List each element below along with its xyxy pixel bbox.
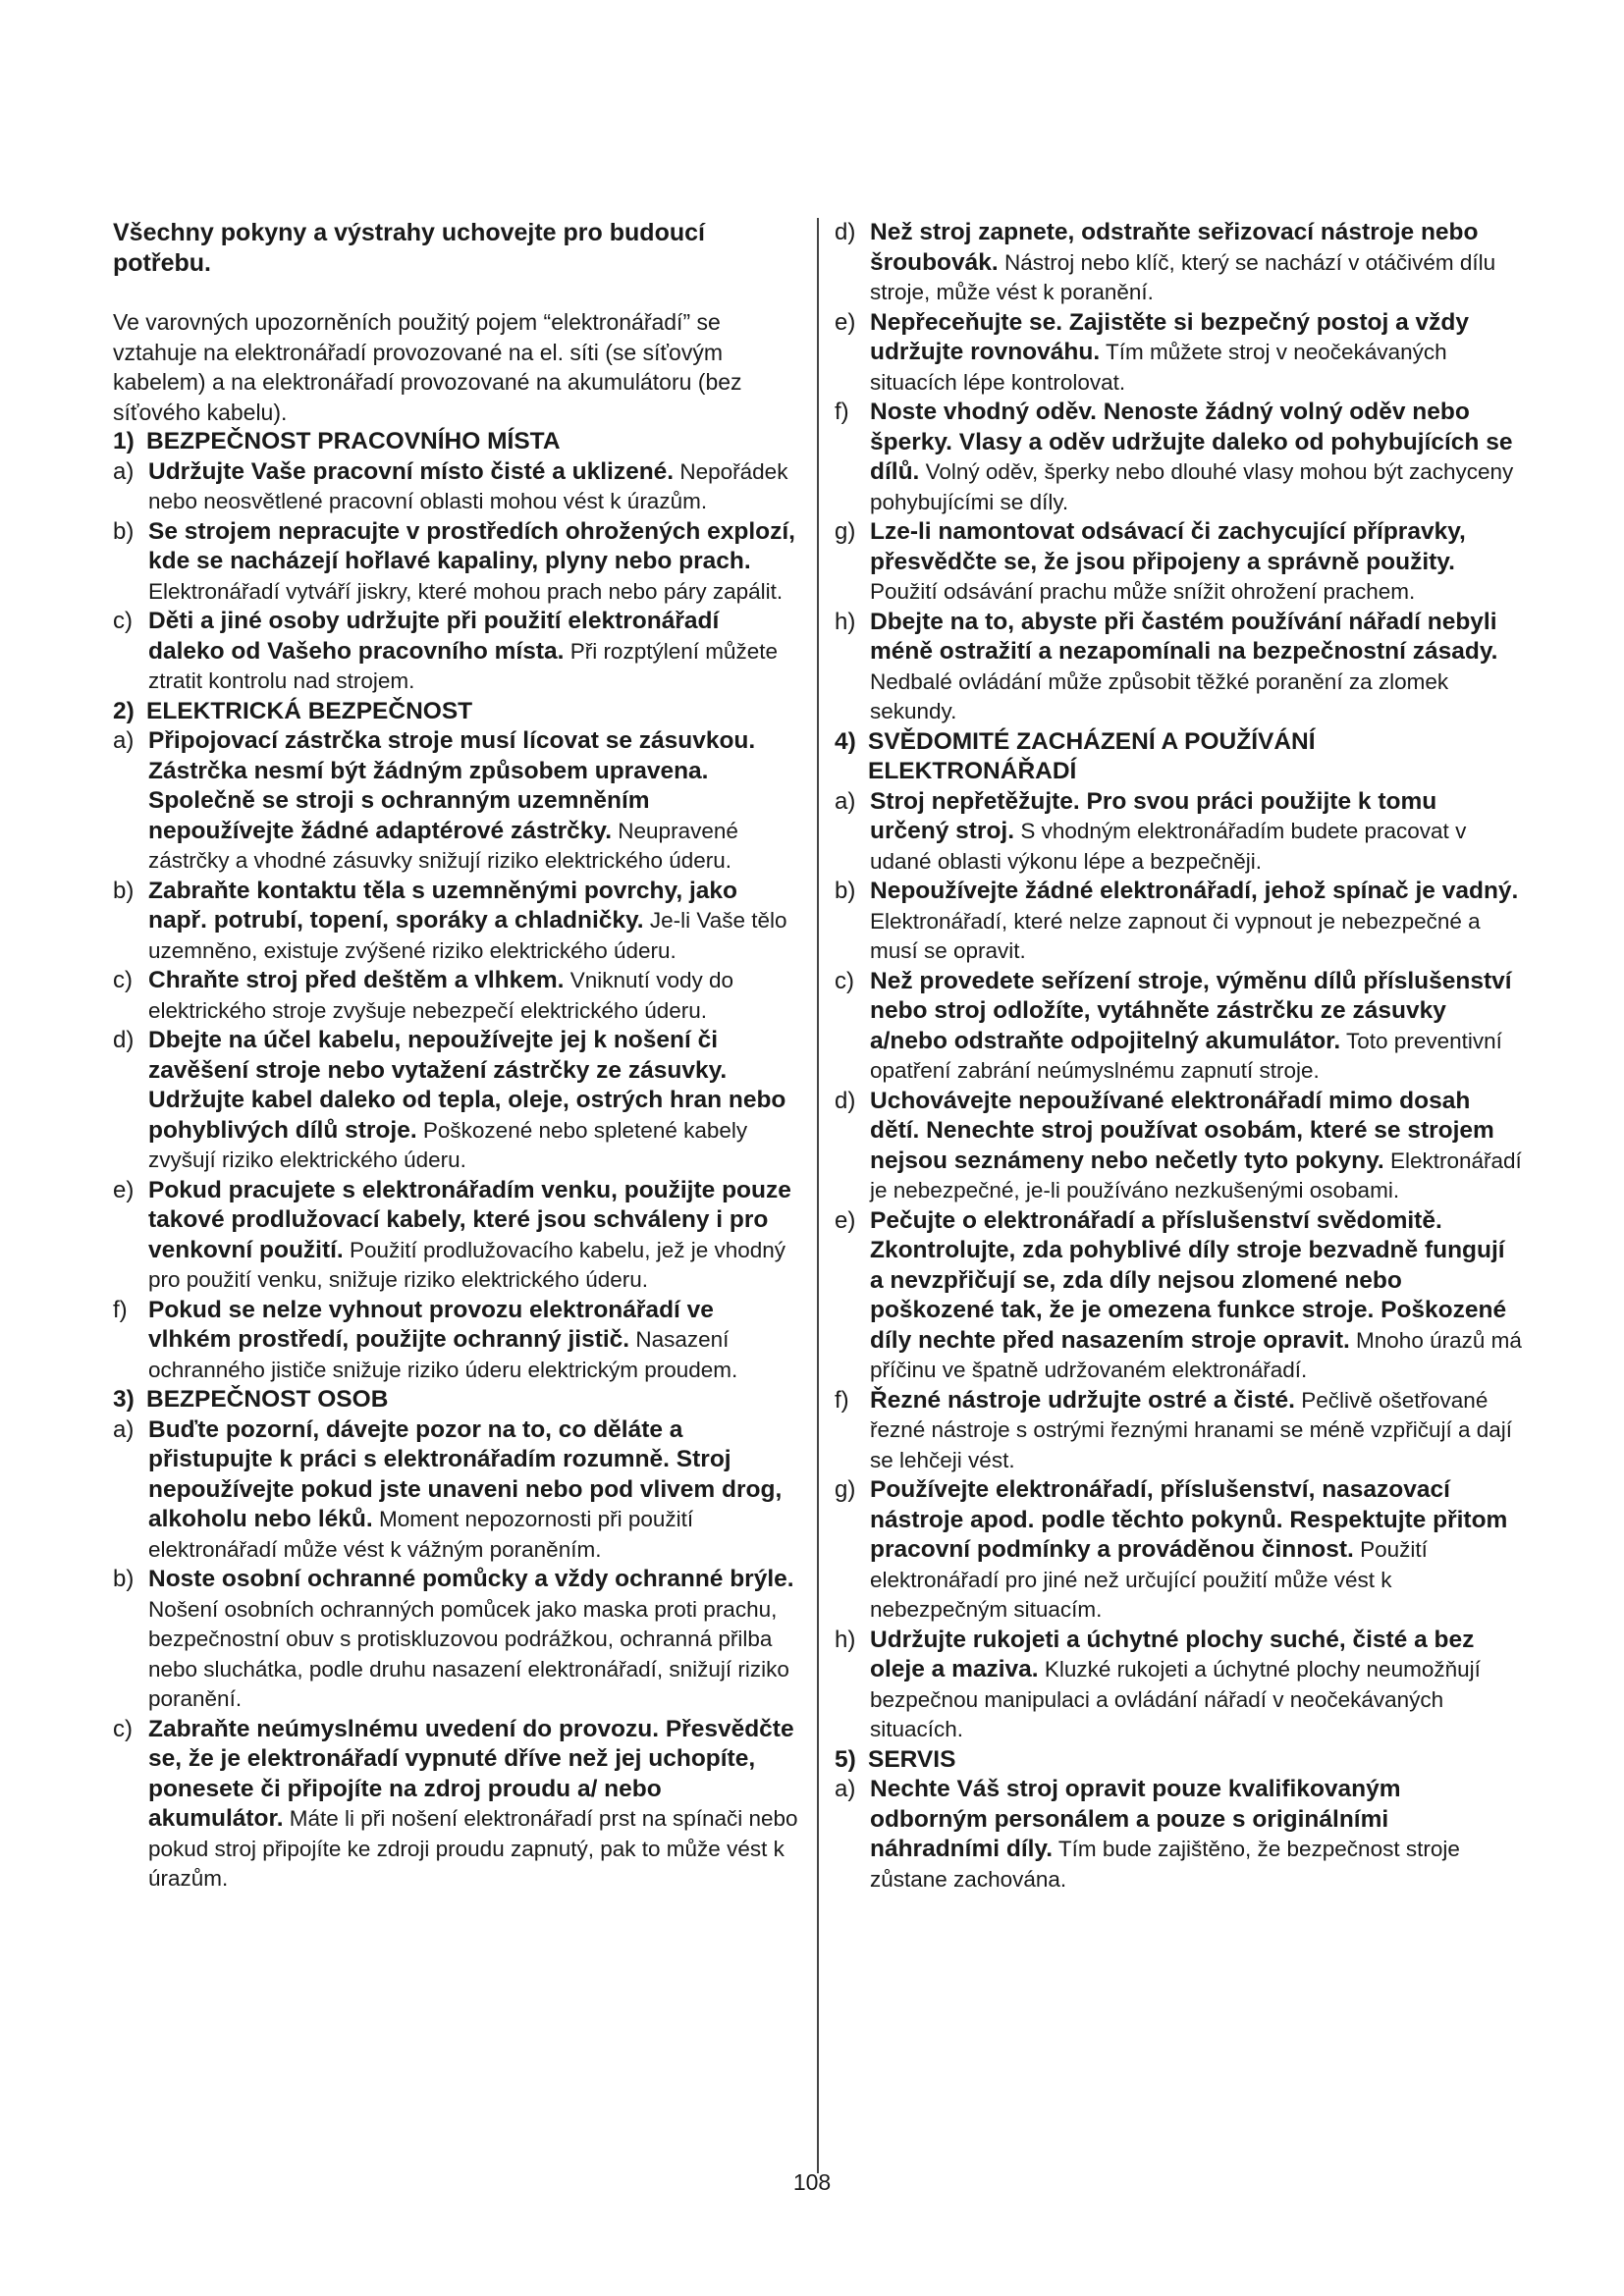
list-item: b) Nepoužívejte žádné elektronářadí, jehož spínač je vadný. Elektronářadí, které nelze zapnout či vypnout je nebezpečné a musí se opravit. — [835, 878, 1519, 963]
list-item: a) Buďte pozorní, dávejte pozor na to, co děláte a přistupujte k práci s elektronářadím rozumně. Stroj nepoužívejte pokud jste unaveni nebo pod vlivem drog, alkoholu nebo léků. Moment nepozornosti při použití elektronářadí může vést k vážným poraněním. — [113, 1415, 783, 1562]
list-item: e) Pečujte o elektronářadí a příslušenství svědomitě. Zkontrolujte, zda pohyblivé díly stroje bezvadně fungují a nevzpřičují se, zda díly nejsou zlomené nebo poškozené tak, že je omezena funkce stroje. Poškozené díly nechte před nasazením stroje opravit. Mnoho úrazů má příčinu ve špatně udržovaném elektronářadí. — [835, 1206, 1522, 1382]
left-column — [113, 218, 800, 1895]
column-divider — [817, 218, 819, 2173]
list-item: f) Noste vhodný oděv. Nenoste žádný volný oděv nebo šperky. Vlasy a oděv udržujte daleko od pohybujících se dílů. Volný oděv, šperky nebo dlouhé vlasy mohou být zachyceny pohybujícími se díly. — [835, 399, 1514, 514]
section-heading: 3) BEZPEČNOST OSOB — [113, 1386, 389, 1413]
section-heading: 2) ELEKTRICKÁ BEZPEČNOST — [113, 697, 473, 724]
list-item: b) Zabraňte kontaktu těla s uzemněnými povrchy, jako např. potrubí, topení, sporáky a chladničky. Je-li Vaše tělo uzemněno, existuje zvýšené riziko elektrického úderu. — [113, 877, 787, 963]
list-item: f) Pokud se nelze vyhnout provozu elektronářadí ve vlhkém prostředí, použijte ochranný jistič. Nasazení ochranného jističe snižuje riziko úderu elektrickým proudem. — [113, 1296, 738, 1382]
intro-heading: Všechny pokyny a výstrahy uchovejte pro budoucí potřebu. — [113, 219, 705, 277]
section-electrical-safety — [113, 697, 800, 1386]
section-work-area — [113, 427, 800, 697]
section-personal-safety — [113, 1385, 800, 1895]
section-heading: 4) SVĚDOMITÉ ZACHÁZENÍ A POUŽÍVÁNÍ ELEKTRONÁŘADÍ — [835, 727, 1316, 784]
list-item: a) Stroj nepřetěžujte. Pro svou práci použijte k tomu určený stroj. S vhodným elektronářadím budete pracovat v udané oblasti výkonu lépe a bezpečněji. — [835, 787, 1467, 874]
list-item: g) Lze-li namontovat odsávací či zachycující přípravky, přesvědčte se, že jsou připojeny a správně použity. Použití odsávání prachu může snížit ohrožení prachem. — [835, 518, 1466, 604]
page-number: 108 — [792, 2169, 832, 2195]
list-item: a) Nechte Váš stroj opravit pouze kvalifikovaným odborným personálem a pouze s originálními náhradními díly. Tím bude zajištěno, že bezpečnost stroje zůstane zachována. — [835, 1776, 1460, 1892]
section-heading: 1) BEZPEČNOST PRACOVNÍHO MÍSTA — [113, 428, 561, 454]
intro-paragraph: Ve varovných upozorněních použitý pojem “elektronářadí” se vztahuje na elektronářadí provozované na el. síti (se síťovým kabelem) a na elektronářadí provozované na akumulátoru (bez síťového kabelu). — [113, 309, 742, 425]
list-item: c) Zabraňte neúmyslnému uvedení do provozu. Přesvědčte se, že je elektronářadí vypnuté dříve než jej uchopíte, ponesete či připojíte na zdroj proudu a/ nebo akumulátor. Máte li při nošení elektronářadí prst na spínači nebo pokud stroj připojíte ke zdroji proudu zapnutý, pak to může vést k úrazům. — [113, 1715, 798, 1891]
list-item: d) Dbejte na účel kabelu, nepoužívejte jej k nošení či zavěšení stroje nebo vytažení zástrčky ze zásuvky. Udržujte kabel daleko od tepla, oleje, ostrých hran nebo pohyblivých dílů stroje. Poškozené nebo spletené kabely zvyšují riziko elektrického úderu. — [113, 1027, 786, 1172]
list-item: g) Používejte elektronářadí, příslušenství, nasazovací nástroje apod. podle těchto pokynů. Respektujte přitom pracovní podmínky a prováděnou činnost. Použití elektronářadí pro jiné než určující použití může vést k nebezpečným situacím. — [835, 1476, 1508, 1622]
list-item: f) Řezné nástroje udržujte ostré a čisté. Pečlivě ošetřované řezné nástroje s ostrými řeznými hranami se méně vzpřičují a dají se lehčeji vést. — [835, 1386, 1512, 1472]
list-item: c) Chraňte stroj před deštěm a vlhkem. Vniknutí vody do elektrického stroje zvyšuje nebezpečí elektrického úderu. — [113, 967, 734, 1023]
list-item: d) Než stroj zapnete, odstraňte seřizovací nástroje nebo šroubovák. Nástroj nebo klíč, který se nachází v otáčivém dílu stroje, může vést k poranění. — [835, 219, 1496, 304]
list-item: h) Udržujte rukojeti a úchytné plochy suché, čisté a bez oleje a maziva. Kluzké rukojeti a úchytné plochy neumožňují bezpečnou manipulaci a ovládání nářadí v neočekávaných situacích. — [835, 1626, 1481, 1741]
list-item: e) Nepřeceňujte se. Zajistěte si bezpečný postoj a vždy udržujte rovnováhu. Tím můžete stroj v neočekávaných situacích lépe kontrolovat. — [835, 308, 1469, 395]
list-item: a) Udržujte Vaše pracovní místo čisté a uklizené. Nepořádek nebo neosvětlené pracovní oblasti mohou vést k úrazům. — [113, 457, 788, 513]
section-service — [835, 1745, 1522, 1896]
section-heading: 5) SERVIS — [835, 1745, 956, 1773]
list-item: h) Dbejte na to, abyste při častém používání nářadí nebyli méně ostražití a nezapomínali na bezpečnostní zásady. Nedbalé ovládání může způsobit těžké poranění za zlomek sekundy. — [835, 608, 1498, 723]
right-column — [835, 218, 1522, 1895]
list-item: b) Se strojem nepracujte v prostředích ohrožených explozí, kde se nacházejí hořlavé kapaliny, plyny nebo prach. Elektronářadí vytváří jiskry, které mohou prach nebo páry zapálit. — [113, 517, 795, 604]
list-item: e) Pokud pracujete s elektronářadím venku, použijte pouze takové prodlužovací kabely, které jsou schváleny i pro venkovní použití. Použití prodlužovacího kabelu, jež je vhodný pro použití venku, snižuje riziko elektrického úderu. — [113, 1176, 791, 1292]
list-item: c) Než provedete seřízení stroje, výměnu dílů příslušenství nebo stroj odložíte, vytáhněte zástrčku ze zásuvky a/nebo odstraňte odpojitelný akumulátor. Toto preventivní opatření zabrání neúmyslnému zapnutí stroje. — [835, 967, 1512, 1083]
list-item: c) Děti a jiné osoby udržujte při použití elektronářadí daleko od Vašeho pracovního místa. Při rozptýlení můžete ztratit kontrolu nad strojem. — [113, 608, 779, 693]
list-item: d) Uchovávejte nepoužívané elektronářadí mimo dosah dětí. Nenechte stroj používat osobám, které se strojem nejsou seznámeny nebo nečetly tyto pokyny. Elektronářadí je nebezpečné, je-li používáno nezkušenými osobami. — [835, 1087, 1522, 1202]
list-item: b) Noste osobní ochranné pomůcky a vždy ochranné brýle. Nošení osobních ochranných pomůcek jako maska proti prachu, bezpečnostní obuv s protiskluzovou podrážkou, ochranná přilba nebo sluchátka, podle druhu nasazení elektronářadí, snižují riziko poranění. — [113, 1566, 794, 1711]
list-item: a) Připojovací zástrčka stroje musí lícovat se zásuvkou. Zástrčka nesmí být žádným způsobem upravena. Společně se stroji s ochranným uzemněním nepoužívejte žádné adaptérové zástrčky. Neupravené zástrčky a vhodné zásuvky snižují riziko elektrického úderu. — [113, 727, 756, 873]
section-tool-use-care — [835, 727, 1522, 1745]
section-personal-safety-continued — [835, 218, 1522, 727]
